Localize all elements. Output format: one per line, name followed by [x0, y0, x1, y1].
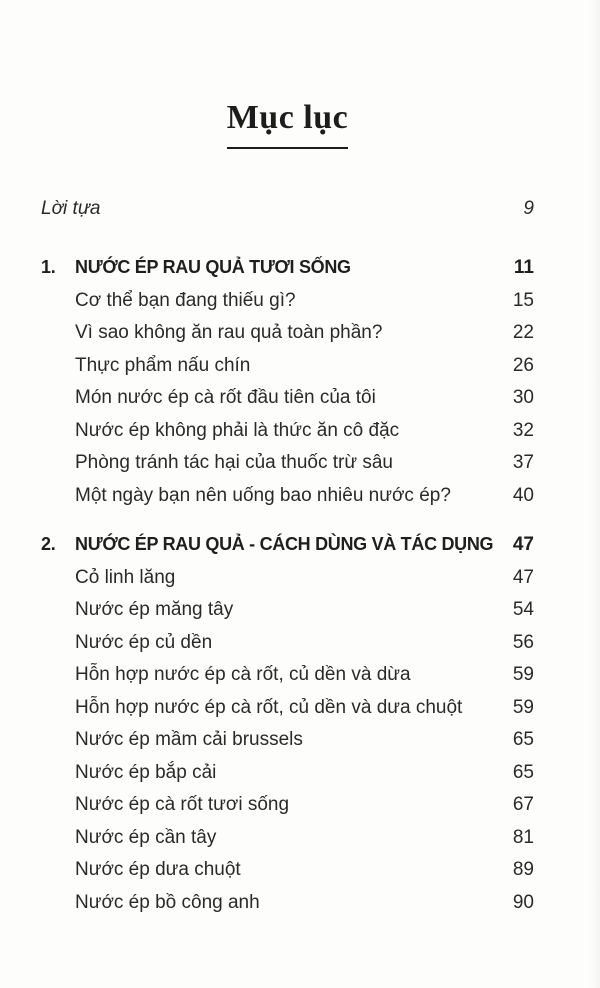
preface-row: [41, 193, 534, 226]
section-title: NƯỚC ÉP RAU QUẢ TƯƠI SỐNG: [75, 257, 351, 277]
toc-item-row: [41, 887, 534, 920]
toc-item-row: [41, 789, 534, 822]
toc-item-row: [41, 724, 534, 757]
toc-item-row: [41, 627, 534, 660]
toc-item-label: Một ngày bạn nên uống bao nhiêu nước ép?: [75, 484, 451, 506]
toc-item-label: Nước ép mầm cải brussels: [75, 729, 303, 750]
preface-page-number: 9: [523, 197, 534, 219]
toc-item-label: Món nước ép cà rốt đầu tiên của tôi: [75, 387, 376, 408]
preface-label: Lời tựa: [41, 197, 101, 219]
section-number: 2.: [41, 534, 56, 554]
toc-item-page-number: 15: [512, 289, 534, 311]
section-heading-row: [41, 528, 534, 562]
toc-item-row: [41, 692, 534, 725]
toc-item-label: Thực phẩm nấu chín: [75, 354, 251, 376]
toc-item-label: Cỏ linh lăng: [75, 566, 176, 588]
toc-item-label: Nước ép bắp cải: [75, 761, 217, 783]
toc-item-page-number: 59: [512, 696, 534, 718]
toc-item-page-number: 59: [512, 664, 534, 685]
section-page-number: 11: [513, 257, 534, 278]
toc-item-page-number: 56: [512, 631, 534, 653]
toc-item-label: Vì sao không ăn rau quả toàn phần?: [75, 322, 383, 343]
toc-item-label: Nước ép cà rốt tươi sống: [75, 794, 290, 815]
toc-item-label: Nước ép dưa chuột: [75, 859, 241, 880]
toc-item-label: Nước ép cần tây: [75, 826, 217, 848]
toc-item-page-number: 40: [512, 484, 534, 506]
toc-item-row: [41, 447, 534, 480]
section-heading-row: [41, 251, 534, 285]
toc-item-row: [41, 822, 534, 855]
toc-item-label: Nước ép củ dền: [75, 631, 213, 653]
toc-item-row: [41, 317, 534, 350]
toc-item-row: [41, 415, 534, 448]
toc-item-row: [41, 382, 534, 415]
toc-item-page-number: 32: [512, 419, 534, 441]
toc-item-page-number: 89: [512, 859, 534, 880]
toc-item-label: Phòng tránh tác hại của thuốc trừ sâu: [75, 452, 393, 473]
toc-item-row: [41, 350, 534, 383]
toc-item-page-number: 47: [512, 566, 534, 588]
section-number: 1.: [41, 257, 56, 277]
toc-item-label: Hỗn hợp nước ép cà rốt, củ dền và dưa chuột: [75, 696, 463, 718]
toc-item-label: Nước ép măng tây: [75, 599, 234, 620]
toc-item-row: [41, 659, 534, 692]
toc-item-row: [41, 285, 534, 318]
page-title: Mục lục: [227, 97, 349, 149]
toc-item-row: [41, 562, 534, 595]
toc-item-page-number: 90: [512, 891, 534, 913]
section-page-number: 47: [512, 534, 534, 555]
toc-item-page-number: 65: [512, 761, 534, 783]
toc-item-row: [41, 757, 534, 790]
toc-item-page-number: 67: [512, 794, 534, 815]
toc-section: [41, 528, 534, 919]
toc-item-row: [41, 480, 534, 513]
toc-item-page-number: 81: [512, 826, 534, 848]
toc-section: [41, 251, 534, 512]
toc-item-page-number: 26: [512, 354, 534, 376]
toc-item-label: Nước ép không phải là thức ăn cô đặc: [75, 419, 400, 441]
section-title: NƯỚC ÉP RAU QUẢ - CÁCH DÙNG VÀ TÁC DỤNG: [75, 534, 494, 554]
title-block: [41, 0, 534, 149]
toc-item-page-number: 65: [512, 729, 534, 750]
toc-item-row: [41, 854, 534, 887]
toc-sections: [41, 251, 534, 919]
toc-item-page-number: 22: [512, 322, 534, 343]
toc-item-row: [41, 594, 534, 627]
toc-item-page-number: 30: [512, 387, 534, 408]
toc-item-page-number: 37: [512, 452, 534, 473]
toc-item-label: Hỗn hợp nước ép cà rốt, củ dền và dừa: [75, 664, 411, 685]
toc-item-label: Nước ép bồ công anh: [75, 891, 260, 913]
toc-item-page-number: 54: [512, 599, 534, 620]
toc-item-label: Cơ thể bạn đang thiếu gì?: [75, 289, 296, 311]
